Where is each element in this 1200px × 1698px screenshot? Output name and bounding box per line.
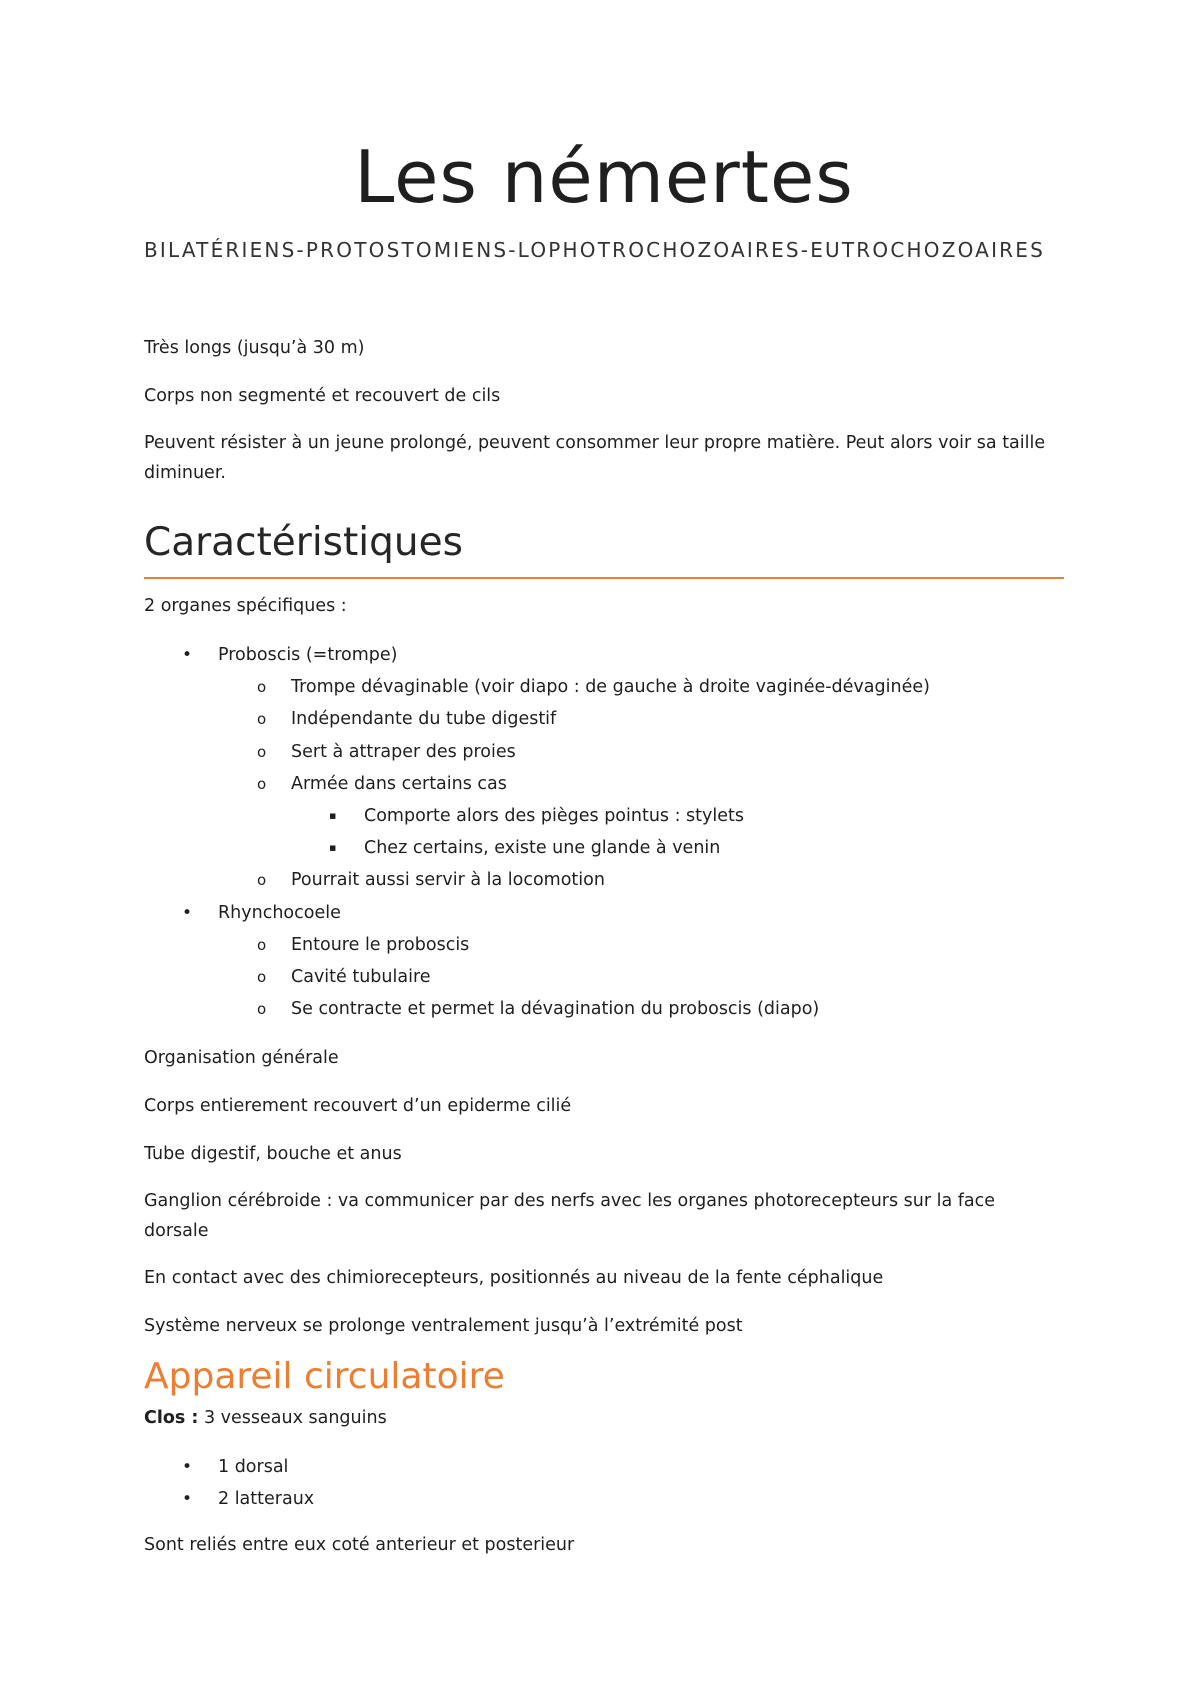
document-title: Les némertes [354,135,854,219]
body-paragraph: Tube digestif, bouche et anus [144,1144,402,1164]
bullet-circle-icon: o [257,710,267,729]
list-item: • 2 latteraux [144,1483,1064,1515]
list-item: ▪ Comporte alors des pièges pointus : stylets [144,800,1064,832]
bullet-disc-icon: • [182,1457,193,1477]
bullet-disc-icon: • [182,645,193,665]
body-paragraph: En contact avec des chimiorecepteurs, positionnés au niveau de la fente céphalique [144,1268,884,1288]
body-paragraph: Corps entierement recouvert d’un epiderme cilié [144,1096,572,1116]
intro-paragraph: Très longs (jusqu’à 30 m) [144,338,365,358]
intro-paragraph: Peuvent résister à un jeune prolongé, peuvent consommer leur propre matière. Peut alors voir sa taille diminuer. [144,433,1046,483]
list-item: • Proboscis (=trompe) [144,639,1064,671]
section-heading-appareil-circulatoire: Appareil circulatoire [144,1356,505,1397]
body-paragraph: Ganglion cérébroide : va communicer par des nerfs avec les organes photorecepteurs sur la face dorsale [144,1191,996,1241]
bullet-circle-icon: o [257,742,267,761]
list-item: o Se contracte et permet la dévagination du proboscis (diapo) [144,993,1064,1025]
bullet-circle-icon: o [257,774,267,793]
list-item: • 1 dorsal [144,1451,1064,1483]
document-subtitle: BILATÉRIENS-PROTOSTOMIENS-LOPHOTROCHOZOAIRES-EUTROCHOZOAIRES [144,238,1045,262]
bullet-disc-icon: • [182,1489,193,1510]
circulatory-lead [144,1403,1064,1433]
list-item: o Armée dans certains cas [144,768,1064,800]
bullet-circle-icon: o [257,1000,267,1019]
list-item: • Rhynchocoele [144,897,1064,929]
list-item: o Pourrait aussi servir à la locomotion [144,864,1064,896]
closing-paragraph: Sont reliés entre eux coté anterieur et posterieur [144,1535,575,1555]
list-item: o Indépendante du tube digestif [144,703,1064,735]
lead-bold-label: Clos : [144,1408,199,1428]
bullet-circle-icon: o [257,935,267,954]
body-paragraph: Système nerveux se prolonge ventralement jusqu’à l’extrémité post [144,1316,743,1336]
list-item: o Sert à attraper des proies [144,736,1064,768]
organ-list [144,639,1064,1025]
heading-underline [144,577,1064,579]
bullet-circle-icon: o [257,678,267,697]
list-item: o Entoure le proboscis [144,929,1064,961]
bullet-circle-icon: o [257,968,267,987]
intro-paragraph: Corps non segmenté et recouvert de cils [144,386,501,406]
bullet-square-icon: ▪ [329,841,337,855]
section-heading-caracteristiques: Caractéristiques [144,520,463,565]
body-paragraph: Organisation générale [144,1048,339,1068]
list-item: o Cavité tubulaire [144,961,1064,993]
bullet-square-icon: ▪ [329,809,337,823]
bullet-circle-icon: o [257,871,267,890]
bullet-disc-icon: • [182,902,193,923]
lead-text: 3 vesseaux sanguins [198,1408,387,1428]
list-item: o Trompe dévaginable (voir diapo : de gauche à droite vaginée-dévaginée) [144,671,1064,703]
vessel-list [144,1451,1064,1515]
section-intro: 2 organes spécifiques : [144,596,347,616]
list-item: ▪ Chez certains, existe une glande à venin [144,832,1064,864]
